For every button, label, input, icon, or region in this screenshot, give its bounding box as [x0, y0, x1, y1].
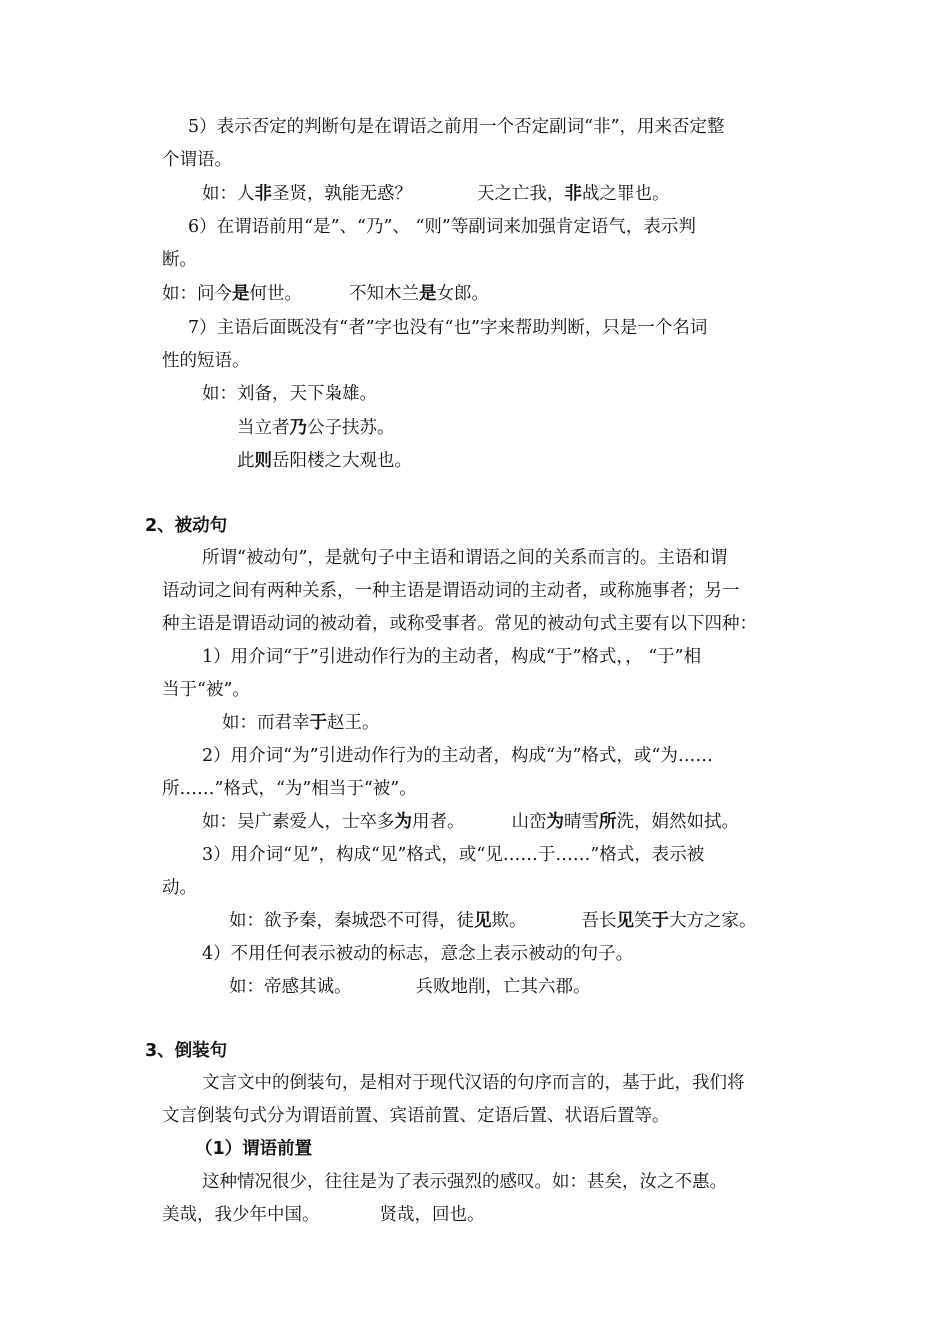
- paragraph-line: 语动词之间有两种关系，一种主语是谓语动词的主动者，或称施事者；另一: [162, 581, 740, 601]
- subsection-heading: （1）谓语前置: [195, 1139, 313, 1159]
- paragraph-line: 7）主语后面既没有“者”字也没有“也”字来帮助判断，只是一个名词: [188, 318, 708, 338]
- paragraph-line: 美哉，我少年中国。 贤哉，回也。: [162, 1205, 485, 1225]
- example-line: 如：而君幸于赵王。: [222, 713, 380, 733]
- paragraph-line: 文言倒装句式分为谓语前置、宾语前置、定语后置、状语后置等。: [162, 1106, 670, 1126]
- paragraph-line: 性的短语。: [162, 351, 250, 371]
- paragraph-line: 断。: [162, 250, 197, 270]
- example-line: 如：欲予秦，秦城恐不可得，徒见欺。 吾长见笑于大方之家。: [229, 911, 757, 931]
- example-line: 当立者乃公子扶苏。: [237, 418, 395, 438]
- example-line: 如：人非圣贤，孰能无惑？ 天之亡我，非战之罪也。: [202, 184, 670, 204]
- example-line: 如：问今是何世。 不知木兰是女郎。: [162, 284, 489, 304]
- paragraph-line: 文言文中的倒装句，是相对于现代汉语的句序而言的，基于此，我们将: [202, 1073, 745, 1093]
- paragraph-line: 5）表示否定的判断句是在谓语之前用一个否定副词“非”，用来否定整: [188, 117, 725, 137]
- paragraph-line: 种主语是谓语动词的被动着，或称受事者。常见的被动句式主要有以下四种：: [162, 614, 757, 634]
- paragraph-line: 这种情况很少，往往是为了表示强烈的感叹。如：甚矣，汝之不惠。: [202, 1172, 727, 1192]
- example-line: 如：吴广素爱人，士卒多为用者。 山峦为晴雪所洗，娟然如拭。: [202, 812, 739, 832]
- paragraph-line: 动。: [162, 878, 197, 898]
- section-heading: 3、倒装句: [145, 1041, 228, 1061]
- paragraph-line: 所谓“被动句”，是就句子中主语和谓语之间的关系而言的。主语和谓: [202, 548, 728, 568]
- paragraph-line: 个谓语。: [162, 150, 232, 170]
- paragraph-line: 3）用介词“见”，构成“见”格式，或“见……于……”格式，表示被: [202, 845, 705, 865]
- section-heading: 2、被动句: [145, 516, 228, 536]
- paragraph-line: 当于“被”。: [162, 680, 250, 700]
- paragraph-line: 所……”格式，“为”相当于“被”。: [162, 779, 417, 799]
- example-line: 如：帝感其诚。 兵败地削，亡其六郡。: [229, 977, 591, 997]
- example-line: 如：刘备，天下枭雄。: [202, 384, 377, 404]
- paragraph-line: 2）用介词“为”引进动作行为的主动者，构成“为”格式，或“为……: [202, 746, 713, 766]
- paragraph-line: 6）在谓语前用“是”、“乃”、 “则”等副词来加强肯定语气，表示判: [188, 217, 696, 237]
- paragraph-line: 4）不用任何表示被动的标志，意念上表示被动的句子。: [202, 944, 634, 964]
- paragraph-line: 1）用介词“于”引进动作行为的主动者，构成“于”格式，， “于”相: [202, 647, 702, 667]
- example-line: 此则岳阳楼之大观也。: [237, 451, 412, 471]
